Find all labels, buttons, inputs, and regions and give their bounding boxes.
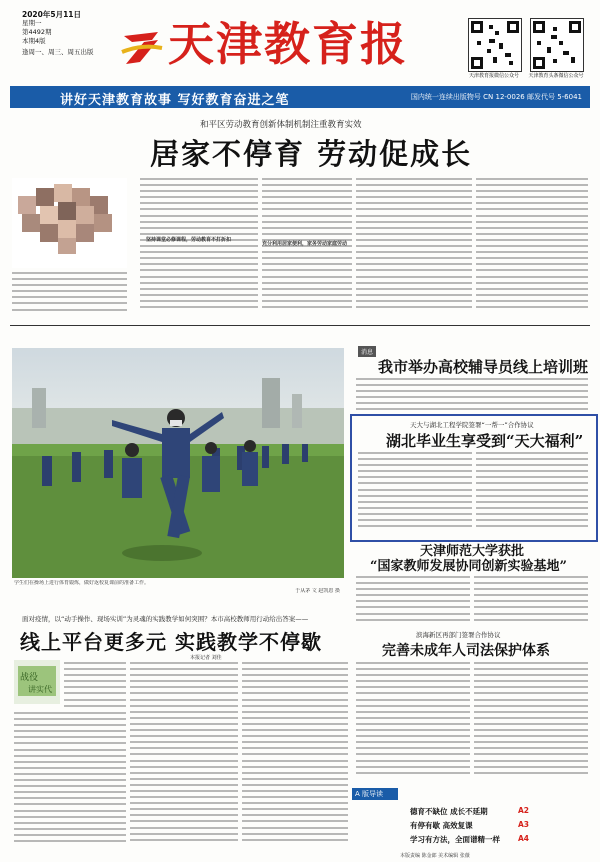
training-body [356, 378, 588, 414]
lead-photo-caption-text [12, 272, 127, 318]
qr-code-left-icon [468, 18, 522, 72]
qr-right-label: 天津教育头条微信公众号 [528, 73, 584, 79]
online-headline: 线上平台更多元 实践教学不停歇 [20, 630, 322, 654]
online-body-col-3 [242, 662, 348, 850]
index-page-2: A3 [518, 820, 530, 829]
index-item-1[interactable]: 德育不缺位 成长不延期 [410, 807, 488, 816]
banner-slogan: 讲好天津教育故事 写好教育奋进之笔 [60, 93, 290, 108]
index-title: A 版导读 [352, 788, 398, 800]
section-divider [10, 325, 590, 326]
lead-headline: 居家不停育 劳动促成长 [150, 137, 473, 171]
photo-credit: 于从茅 文 赵凯恩 摄 [295, 588, 340, 594]
issue-date: 2020年5月11日 [22, 10, 82, 19]
war-epidemic-logo-icon [14, 660, 60, 704]
page-index [352, 788, 590, 850]
lead-subhead-1: 坚持课堂必修课程，劳动教育不打折扣 [146, 237, 232, 243]
online-byline: 本报记者 刘佳 [190, 655, 222, 661]
index-item-2[interactable]: 有停有歇 高效复课 [410, 821, 473, 830]
qr-code-right-icon [530, 18, 584, 72]
page-footer: 本版责编 陈金郎 美术编辑 张薇 [400, 853, 470, 859]
normal-univ-headline-1: 天津师范大学获批 [420, 544, 525, 559]
hubei-body-col-2 [476, 452, 588, 534]
newspaper-logo-icon [118, 22, 166, 70]
index-page-1: A2 [518, 806, 530, 815]
hubei-body-col-1 [358, 452, 472, 534]
issue-info [22, 10, 102, 57]
issue-schedule: 逢周一、周三、周五出版 [22, 48, 94, 56]
slogan-banner [10, 86, 590, 108]
index-page-3: A4 [518, 834, 530, 843]
lead-body-col-4 [476, 178, 588, 318]
issue-weekday: 星期一 [22, 19, 42, 27]
lead-subhead-2: 充分利用居家便利，家务劳动家庭劳动 [262, 241, 348, 247]
binhai-body-col-2 [474, 662, 588, 780]
issue-number: 第4492期 [22, 28, 52, 36]
binhai-kicker: 滨海新区再部门签署合作协议 [416, 631, 501, 639]
banner-issn: 国内统一连续出版物号 CN 12-0026 邮发代号 5-6041 [410, 93, 582, 101]
online-body-col-1 [14, 712, 126, 850]
masthead-title: 天津教育报 [168, 17, 408, 71]
training-headline: 我市举办高校辅导员线上培训班 [378, 358, 589, 376]
index-item-3[interactable]: 学习有方法，全面谱精一样 [410, 835, 500, 844]
online-body-col-1a [64, 662, 126, 710]
normal-univ-body-col-2 [474, 576, 588, 628]
online-kicker: 面对疫情，以“动手操作、现场实训”为灵魂的实践教学如何突围？本市高校教师用行动给出答案—— [22, 615, 309, 623]
lead-body-col-2 [262, 178, 352, 318]
lead-kicker: 和平区劳动教育创新体制机制注重教育实效 [200, 120, 362, 130]
training-tag: 消息 [358, 346, 376, 357]
hubei-headline: 湖北毕业生享受到“天大福利” [386, 432, 584, 450]
students-exercise-photo [12, 348, 344, 578]
lead-body-col-3 [356, 178, 472, 318]
qr-left-label: 天津教育报微信公众号 [468, 73, 519, 79]
svg-text:战役: 战役 [20, 673, 39, 683]
normal-univ-body-col-1 [356, 576, 470, 628]
binhai-body-col-1 [356, 662, 470, 780]
normal-univ-headline-2: “国家教师发展协同创新实验基地” [370, 559, 567, 574]
lead-body-col-1 [140, 178, 258, 318]
binhai-headline: 完善未成年人司法保护体系 [382, 643, 550, 659]
online-body-col-2 [130, 662, 238, 850]
svg-text:讲实代: 讲实代 [28, 685, 52, 694]
lead-photo-collage [12, 178, 127, 268]
photo-caption: 学生们在操场上进行体育锻炼，做好返校复课前的准备工作。 [14, 580, 150, 586]
issue-pages: 本期4版 [22, 37, 46, 45]
hubei-kicker: 天大与湖北工程学院签署“一帮一”合作协议 [410, 421, 534, 429]
